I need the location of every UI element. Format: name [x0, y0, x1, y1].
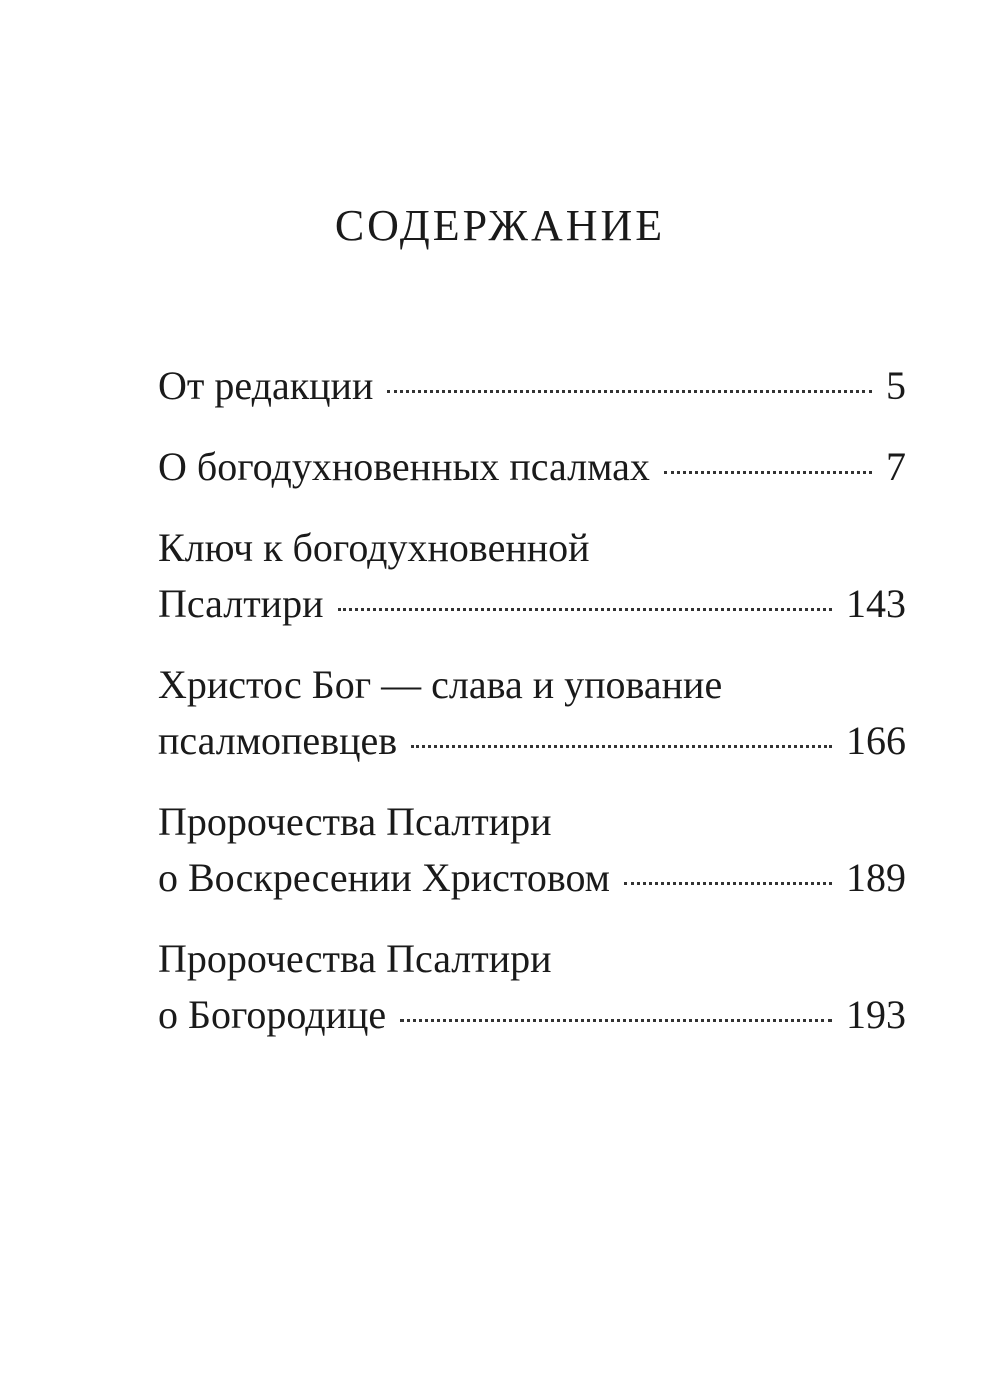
- toc-entry-title-line: Христос Бог — слава и упование: [158, 662, 723, 707]
- dot-leader: [338, 608, 833, 611]
- dot-leader: [387, 390, 872, 393]
- toc-entry-title: о Воскресении Христовом: [158, 855, 610, 900]
- toc-page-number: 7: [886, 444, 906, 489]
- toc-entry: [158, 358, 906, 414]
- toc-entry-row: [158, 850, 906, 906]
- toc-entry: [158, 657, 906, 769]
- dot-leader: [624, 882, 832, 885]
- toc-entry: [158, 520, 906, 632]
- page-title: СОДЕРЖАНИЕ: [334, 201, 666, 250]
- toc-page-number: 143: [846, 581, 906, 626]
- toc-entry-row: [158, 987, 906, 1043]
- toc-entry-title-line: Ключ к богодухновенной: [158, 525, 590, 570]
- toc-entry-row: [158, 576, 906, 632]
- table-of-contents: [158, 358, 906, 1068]
- toc-entry-title: О богодухновенных псалмах: [158, 444, 650, 489]
- toc-entry-title: От редакции: [158, 363, 374, 408]
- toc-page-number: 5: [886, 363, 906, 408]
- toc-entry: [158, 794, 906, 906]
- toc-page-number: 166: [846, 718, 906, 763]
- toc-entry-title: о Богородице: [158, 992, 387, 1037]
- toc-entry-row: [158, 358, 906, 414]
- toc-entry-row: [158, 713, 906, 769]
- toc-entry-title-line: Пророчества Псалтири: [158, 936, 552, 981]
- dot-leader: [411, 745, 832, 748]
- toc-entry-title-line: Пророчества Псалтири: [158, 799, 552, 844]
- toc-entry-row: [158, 439, 906, 495]
- dot-leader: [400, 1019, 832, 1022]
- toc-page-number: 193: [846, 992, 906, 1037]
- toc-entry-title: псалмопевцев: [158, 718, 398, 763]
- dot-leader: [664, 471, 872, 474]
- toc-entry: [158, 439, 906, 495]
- toc-entry-title: Псалтири: [158, 581, 324, 626]
- toc-entry: [158, 931, 906, 1043]
- toc-page-number: 189: [846, 855, 906, 900]
